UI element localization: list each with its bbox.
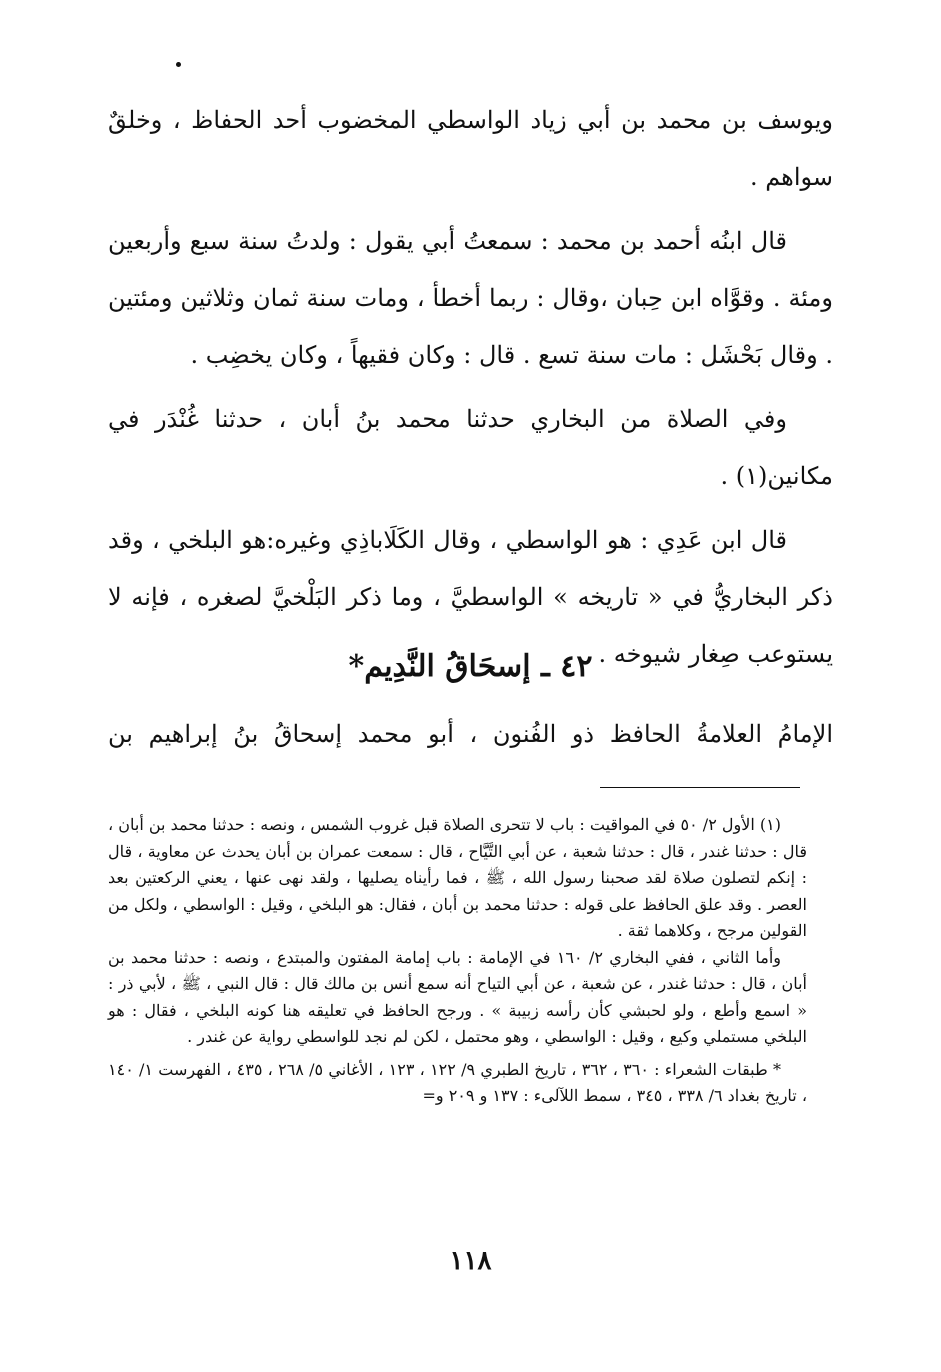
footnote-divider — [600, 787, 800, 788]
paragraph-ibn-adi: قال ابن عَدِي : هو الواسطي ، وقال الكَلَاباذِي وغيره:هو البلخي ، وقد ذكر البخاريُّ في « تاريخه » الواسطيَّ ، وما ذكر البَلْخيَّ لصغره ، فإنه لا يستوعب صِغار شيوخه . — [108, 526, 833, 668]
section-heading: ٤٢ ـ إسحَاقُ النَّدِيم* — [348, 649, 593, 684]
footnotes — [108, 812, 807, 1110]
footnote-sources: * طبقات الشعراء : ٣٦٠ ، ٣٦٢ ، تاريخ الطبري ٩/ ١٢٢ ، ١٢٣ ، الأغاني ٥/ ٢٦٨ ، ٤٣٥ ، الفهرست ١/ ١٤٠ ، تاريخ بغداد ٦/ ٣٣٨ ، ٣٤٥ ، سمط اللآلىء : ١٣٧ و ٢٠٩ و= — [108, 1059, 807, 1105]
biography-first-line: الإمامُ العلامةُ الحافظ ذو الفُنون ، أبو محمد إسحاقُ بنُ إبراهيم بن — [108, 720, 833, 748]
paragraph-ahmad-quote: قال ابنُه أحمد بن محمد : سمعتُ أبي يقول : ولدتُ سنة سبع وأربعين ومئة . وقوَّاه ابن حِبان ،وقال : ربما أخطأ ، ومات سنة ثمان وثلاثين ومئتين . وقال بَحْشَل : مات سنة تسع . قال : وكان فقيهاً ، وكان يخضِب . — [108, 227, 833, 369]
page-number: ١١٨ — [449, 1246, 492, 1276]
footnote-1-part-2: وأما الثاني ، ففي البخاري ٢/ ١٦٠ في الإمامة : باب إمامة المفتون والمبتدع ، ونصه : حدثنا محمد بن أبان ، قال : حدثنا غندر ، عن شعبة ، عن أبي التياح أنه سمع أنس بن مالك قال : قال النبي ، ﷺ ، لأبي ذر : « اسمع وأطع ، ولو لحبشي كأن رأسه زبيبة » . ورجح الحافظ في تعليقه هنا كونه البلخي ، فقال : هو البلخي مستملي وكيع ، وقيل : الواسطي ، وهو محتمل ، لكن لم نجد للواسطي رواية عن غندر . — [108, 947, 807, 1046]
page-dot-mark — [176, 62, 181, 67]
paragraph-yusuf: ويوسف بن محمد بن أبي زياد الواسطي المخضوب أحد الحفاظ ، وخلقٌ سواهم . — [108, 106, 833, 191]
footnote-1-part-1: (١) الأول ٢/ ٥٠ في المواقيت : باب لا تتحرى الصلاة قبل غروب الشمس ، ونصه : حدثنا محمد بن أبان ، قال : حدثنا غندر ، قال : حدثنا شعبة ، عن أبي التَّيَّاح ، قال : سمعت عمران بن أبان يحدث عن معاوية ، قال : إنكم لتصلون صلاة لقد صحبنا رسول الله ، ﷺ ، فما رأيناه يصليها ، ولقد نهى عنها ، يعني الركعتين بعد العصر . وقد علق الحافظ على قوله : حدثنا محمد بن أبان ، فقال: هو البلخي ، وقيل : الواسطي ، ولكل من القولين مرجح ، وكلاهما ثقة . — [108, 815, 807, 940]
main-text — [108, 92, 833, 690]
paragraph-bukhari-salah: وفي الصلاة من البخاري حدثنا محمد بنُ أبان ، حدثنا غُنْدَر في مكانين(١) . — [108, 405, 833, 490]
